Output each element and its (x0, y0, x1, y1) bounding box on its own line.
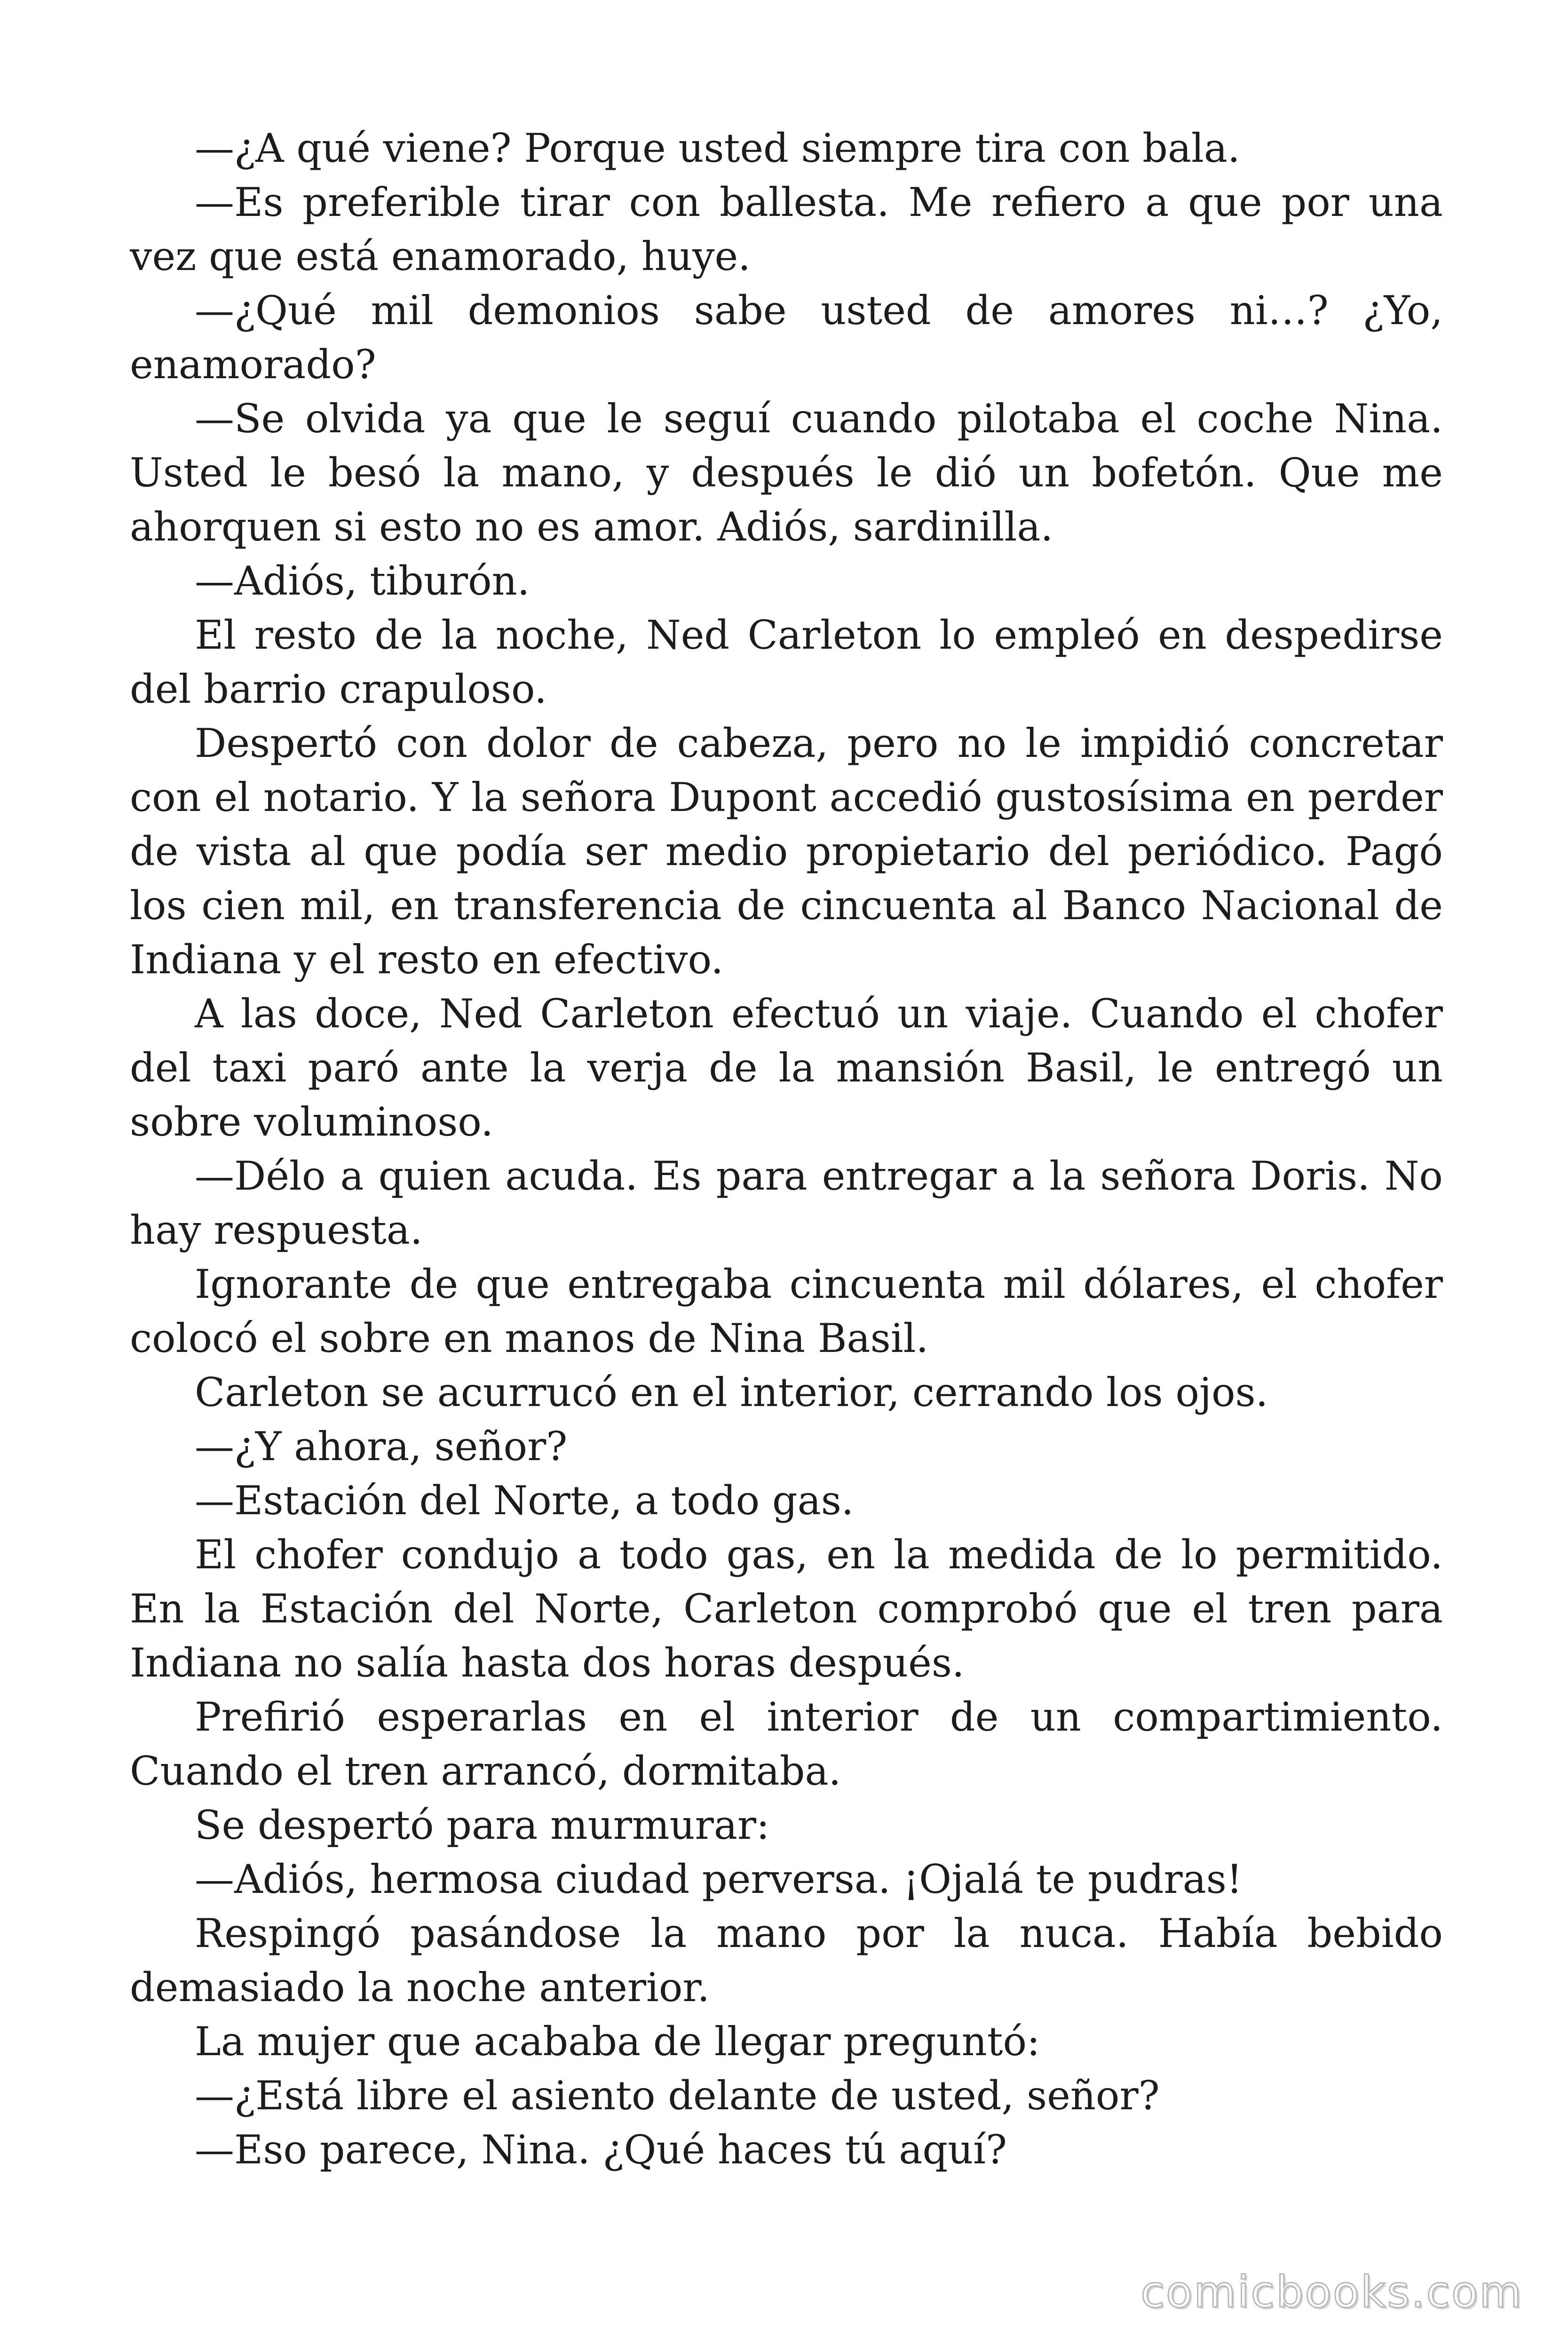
paragraph: —¿Está libre el asiento delante de usted, señor? (195, 2073, 1160, 2119)
paragraph: —Estación del Norte, a todo gas. (195, 1478, 854, 1524)
paragraph: —Adiós, hermosa ciudad perversa. ¡Ojalá te pudras! (195, 1856, 1243, 1902)
paragraph: —Eso parece, Nina. ¿Qué haces tú aquí? (195, 2127, 1007, 2173)
paragraph: Carleton se acurrucó en el interior, cerrando los ojos. (195, 1369, 1268, 1415)
paragraph: —Délo a quien acuda. Es para entregar a la señora Doris. No hay respuesta. (130, 1153, 1443, 1253)
paragraph: Se despertó para murmurar: (195, 1802, 770, 1848)
paragraph: —¿A qué viene? Porque usted siempre tira con bala. (195, 125, 1240, 171)
paragraph: El resto de la noche, Ned Carleton lo empleó en despedirse del barrio crapuloso. (130, 612, 1443, 712)
paragraph: —¿Qué mil demonios sabe usted de amores ni…? ¿Yo, enamorado? (130, 287, 1443, 388)
paragraph: Prefirió esperarlas en el interior de un compartimiento. Cuando el tren arrancó, dormitaba. (130, 1694, 1443, 1794)
paragraph: Ignorante de que entregaba cincuenta mil dólares, el chofer colocó el sobre en manos de Nina Basil. (130, 1261, 1443, 1361)
paragraph: —Es preferible tirar con ballesta. Me refiero a que por una vez que está enamorado, huye. (130, 179, 1443, 279)
watermark-logo: comicbooks.com (1140, 2267, 1523, 2317)
paragraph: —Adiós, tiburón. (195, 558, 530, 604)
paragraph: —Se olvida ya que le seguí cuando pilotaba el coche Nina. Usted le besó la mano, y después le dió un bofetón. Que me ahorquen si esto no es amor. Adiós, sardinilla. (130, 396, 1443, 550)
paragraph: El chofer condujo a todo gas, en la medida de lo permitido. En la Estación del Norte, Carleton comprobó que el tren para Indiana no salía hasta dos horas después. (130, 1532, 1443, 1686)
paragraph: A las doce, Ned Carleton efectuó un viaje. Cuando el chofer del taxi paró ante la verja de la mansión Basil, le entregó un sobre voluminoso. (130, 991, 1443, 1145)
paragraph: La mujer que acababa de llegar preguntó: (195, 2018, 1040, 2065)
paragraph: Despertó con dolor de cabeza, pero no le impidió concretar con el notario. Y la señora Dupont accedió gustosísima en perder de vista al que podía ser medio propietario del periódico. Pagó los cien mil, en transferencia de cincuenta al Banco Nacional de Indiana y el resto en efectivo. (130, 720, 1443, 983)
paragraph: —¿Y ahora, señor? (195, 1423, 568, 1470)
body-text (130, 121, 1443, 2177)
paragraph: Respingó pasándose la mano por la nuca. Había bebido demasiado la noche anterior. (130, 1910, 1443, 2010)
